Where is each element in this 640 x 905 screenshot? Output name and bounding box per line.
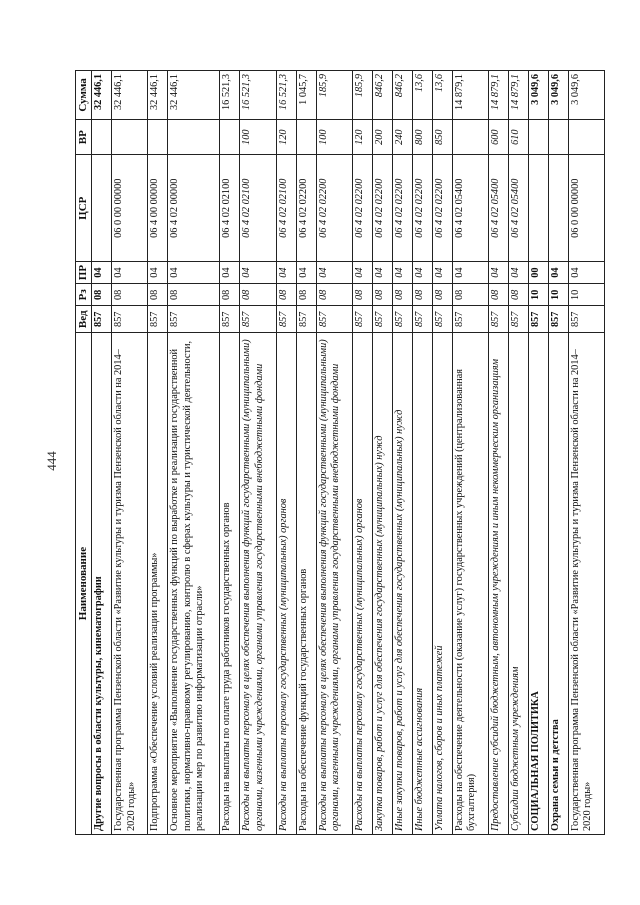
cell-ved: 857 bbox=[372, 306, 392, 333]
cell-sum: 16 521,3 bbox=[220, 71, 240, 120]
cell-ved: 857 bbox=[432, 306, 452, 333]
cell-csr: 06 4 02 00000 bbox=[168, 155, 220, 262]
cell-vr bbox=[568, 119, 604, 155]
cell-name: Подпрограмма «Обеспечение условий реализации программы» bbox=[148, 333, 168, 835]
cell-pr: 04 bbox=[568, 262, 604, 284]
cell-name: Расходы на обеспечение функций государственных органов bbox=[296, 333, 316, 835]
cell-sum: 846,2 bbox=[392, 71, 412, 120]
cell-csr: 06 4 02 02100 bbox=[220, 155, 240, 262]
cell-sum: 32 446,1 bbox=[148, 71, 168, 120]
cell-ved: 857 bbox=[412, 306, 432, 333]
table-row bbox=[168, 71, 220, 835]
table-row bbox=[352, 71, 372, 835]
cell-pr: 04 bbox=[352, 262, 372, 284]
cell-pr: 04 bbox=[412, 262, 432, 284]
cell-vr: 100 bbox=[240, 119, 276, 155]
table-row bbox=[92, 71, 112, 835]
table-row bbox=[528, 71, 548, 835]
cell-csr: 06 4 00 00000 bbox=[148, 155, 168, 262]
table-row bbox=[392, 71, 412, 835]
cell-pr: 04 bbox=[112, 262, 148, 284]
cell-csr: 06 4 02 02200 bbox=[412, 155, 432, 262]
cell-sum: 14 879,1 bbox=[452, 71, 488, 120]
cell-sum: 185,9 bbox=[352, 71, 372, 120]
cell-rz: 08 bbox=[372, 284, 392, 306]
cell-csr: 06 4 02 05400 bbox=[508, 155, 528, 262]
cell-rz: 08 bbox=[148, 284, 168, 306]
cell-rz: 08 bbox=[296, 284, 316, 306]
table-row bbox=[412, 71, 432, 835]
cell-pr: 04 bbox=[392, 262, 412, 284]
cell-vr: 600 bbox=[488, 119, 508, 155]
cell-name: Расходы на обеспечение деятельности (оказание услуг) государственных учреждений (централизованная бухгалтерия) bbox=[452, 333, 488, 835]
cell-pr: 04 bbox=[432, 262, 452, 284]
cell-rz: 08 bbox=[432, 284, 452, 306]
cell-vr: 850 bbox=[432, 119, 452, 155]
cell-sum: 32 446,1 bbox=[112, 71, 148, 120]
cell-name: Иные бюджетные ассигнования bbox=[412, 333, 432, 835]
cell-csr: 06 4 02 02200 bbox=[316, 155, 352, 262]
table-body bbox=[92, 71, 605, 835]
table-row bbox=[220, 71, 240, 835]
cell-pr: 04 bbox=[488, 262, 508, 284]
cell-csr: 06 4 02 05400 bbox=[488, 155, 508, 262]
cell-ved: 857 bbox=[148, 306, 168, 333]
table-row bbox=[276, 71, 296, 835]
cell-sum: 13,6 bbox=[432, 71, 452, 120]
cell-name: Уплата налогов, сборов и иных платежей bbox=[432, 333, 452, 835]
cell-pr: 04 bbox=[508, 262, 528, 284]
cell-sum: 1 045,7 bbox=[296, 71, 316, 120]
cell-name: Закупка товаров, работ и услуг для обеспечения государственных (муниципальных) нужд bbox=[372, 333, 392, 835]
page-number: 444 bbox=[43, 451, 59, 471]
cell-name: Основное мероприятие «Выполнение государственных функций по выработке и реализации государственной политики, нормативно-правовому регулированию, контролю в сферах культуры и туристической деятельности, реализации мер по развитию информатизации отрасли» bbox=[168, 333, 220, 835]
cell-ved: 857 bbox=[276, 306, 296, 333]
cell-vr: 100 bbox=[316, 119, 352, 155]
cell-csr: 06 4 02 02200 bbox=[296, 155, 316, 262]
table-row bbox=[296, 71, 316, 835]
cell-name: Другие вопросы в области культуры, кинематографии bbox=[92, 333, 112, 835]
cell-csr: 06 4 02 02100 bbox=[240, 155, 276, 262]
cell-vr bbox=[112, 119, 148, 155]
table-row bbox=[548, 71, 568, 835]
table-row bbox=[452, 71, 488, 835]
cell-ved: 857 bbox=[316, 306, 352, 333]
header-vr: ВР bbox=[76, 119, 92, 155]
cell-pr: 04 bbox=[316, 262, 352, 284]
cell-csr bbox=[92, 155, 112, 262]
table-row bbox=[568, 71, 604, 835]
cell-vr: 120 bbox=[276, 119, 296, 155]
cell-vr bbox=[528, 119, 548, 155]
cell-sum: 14 879,1 bbox=[488, 71, 508, 120]
cell-vr bbox=[148, 119, 168, 155]
cell-vr: 240 bbox=[392, 119, 412, 155]
header-csr: ЦСР bbox=[76, 155, 92, 262]
cell-ved: 857 bbox=[220, 306, 240, 333]
table-row bbox=[488, 71, 508, 835]
cell-sum: 3 049,6 bbox=[548, 71, 568, 120]
cell-vr: 800 bbox=[412, 119, 432, 155]
cell-ved: 857 bbox=[92, 306, 112, 333]
cell-vr: 120 bbox=[352, 119, 372, 155]
header-ved: Вед bbox=[76, 306, 92, 333]
table-row bbox=[432, 71, 452, 835]
cell-pr: 04 bbox=[548, 262, 568, 284]
cell-rz: 08 bbox=[412, 284, 432, 306]
rotated-table-container bbox=[75, 70, 605, 835]
cell-name: Расходы на выплаты по оплате труда работников государственных органов bbox=[220, 333, 240, 835]
cell-rz: 10 bbox=[568, 284, 604, 306]
cell-name: Расходы на выплаты персоналу в целях обеспечения выполнения функций государственными (муниципальными) органами, казенными учреждениями, органами управления государственными внебюджетными фондами bbox=[240, 333, 276, 835]
cell-csr: 06 4 02 02200 bbox=[352, 155, 372, 262]
cell-pr: 04 bbox=[276, 262, 296, 284]
cell-sum: 32 446,1 bbox=[92, 71, 112, 120]
cell-name: Предоставление субсидий бюджетным, автономным учреждениям и иным некоммерческим организациям bbox=[488, 333, 508, 835]
cell-rz: 08 bbox=[220, 284, 240, 306]
cell-ved: 857 bbox=[528, 306, 548, 333]
cell-csr: 06 0 00 00000 bbox=[112, 155, 148, 262]
cell-rz: 08 bbox=[352, 284, 372, 306]
cell-sum: 3 049,6 bbox=[568, 71, 604, 120]
cell-csr: 06 4 02 02100 bbox=[276, 155, 296, 262]
cell-rz: 08 bbox=[168, 284, 220, 306]
cell-sum: 13,6 bbox=[412, 71, 432, 120]
cell-ved: 857 bbox=[296, 306, 316, 333]
cell-vr: 200 bbox=[372, 119, 392, 155]
cell-vr bbox=[296, 119, 316, 155]
budget-table bbox=[75, 70, 605, 835]
cell-csr: 06 4 02 02200 bbox=[392, 155, 412, 262]
cell-csr: 06 0 00 00000 bbox=[568, 155, 604, 262]
cell-vr bbox=[452, 119, 488, 155]
cell-vr: 610 bbox=[508, 119, 528, 155]
cell-name: Расходы на выплаты персоналу государственных (муниципальных) органов bbox=[352, 333, 372, 835]
cell-vr bbox=[92, 119, 112, 155]
cell-rz: 08 bbox=[316, 284, 352, 306]
cell-name: Расходы на выплаты персоналу государственных (муниципальных) органов bbox=[276, 333, 296, 835]
cell-pr: 04 bbox=[220, 262, 240, 284]
header-name: Наименование bbox=[76, 333, 92, 835]
cell-name: Охрана семьи и детства bbox=[548, 333, 568, 835]
cell-rz: 08 bbox=[276, 284, 296, 306]
cell-rz: 10 bbox=[548, 284, 568, 306]
header-sum: Сумма bbox=[76, 71, 92, 120]
cell-pr: 00 bbox=[528, 262, 548, 284]
cell-pr: 04 bbox=[148, 262, 168, 284]
cell-csr bbox=[548, 155, 568, 262]
cell-pr: 04 bbox=[372, 262, 392, 284]
cell-ved: 857 bbox=[452, 306, 488, 333]
cell-name: Государственная программа Пензенской области «Развитие культуры и туризма Пензенской области на 2014–2020 годы» bbox=[568, 333, 604, 835]
cell-sum: 3 049,6 bbox=[528, 71, 548, 120]
cell-pr: 04 bbox=[296, 262, 316, 284]
cell-vr bbox=[548, 119, 568, 155]
table-row bbox=[148, 71, 168, 835]
cell-rz: 08 bbox=[240, 284, 276, 306]
cell-rz: 08 bbox=[112, 284, 148, 306]
cell-ved: 857 bbox=[168, 306, 220, 333]
header-pr: ПР bbox=[76, 262, 92, 284]
cell-rz: 10 bbox=[528, 284, 548, 306]
cell-pr: 04 bbox=[92, 262, 112, 284]
cell-csr: 06 4 02 02200 bbox=[432, 155, 452, 262]
cell-ved: 857 bbox=[112, 306, 148, 333]
cell-sum: 14 879,1 bbox=[508, 71, 528, 120]
cell-rz: 08 bbox=[508, 284, 528, 306]
table-row bbox=[240, 71, 276, 835]
cell-pr: 04 bbox=[452, 262, 488, 284]
cell-ved: 857 bbox=[508, 306, 528, 333]
cell-rz: 08 bbox=[392, 284, 412, 306]
cell-sum: 185,9 bbox=[316, 71, 352, 120]
cell-vr bbox=[168, 119, 220, 155]
table-row bbox=[316, 71, 352, 835]
cell-vr bbox=[220, 119, 240, 155]
cell-ved: 857 bbox=[548, 306, 568, 333]
cell-csr bbox=[528, 155, 548, 262]
table-row bbox=[508, 71, 528, 835]
cell-name: Иные закупки товаров, работ и услуг для обеспечения государственных (муниципальных) нужд bbox=[392, 333, 412, 835]
cell-csr: 06 4 02 05400 bbox=[452, 155, 488, 262]
cell-ved: 857 bbox=[488, 306, 508, 333]
header-rz: Рз bbox=[76, 284, 92, 306]
cell-sum: 32 446,1 bbox=[168, 71, 220, 120]
cell-pr: 04 bbox=[168, 262, 220, 284]
table-row bbox=[112, 71, 148, 835]
table-header-row bbox=[76, 71, 92, 835]
cell-name: СОЦИАЛЬНАЯ ПОЛИТИКА bbox=[528, 333, 548, 835]
cell-name: Субсидии бюджетным учреждениям bbox=[508, 333, 528, 835]
cell-rz: 08 bbox=[92, 284, 112, 306]
cell-rz: 08 bbox=[488, 284, 508, 306]
cell-sum: 16 521,3 bbox=[276, 71, 296, 120]
cell-name: Государственная программа Пензенской области «Развитие культуры и туризма Пензенской области на 2014–2020 годы» bbox=[112, 333, 148, 835]
cell-sum: 16 521,3 bbox=[240, 71, 276, 120]
cell-name: Расходы на выплаты персоналу в целях обеспечения выполнения функций государственными (муниципальными) органами, казенными учреждениями, органами управления государственными внебюджетными фондами bbox=[316, 333, 352, 835]
cell-csr: 06 4 02 02200 bbox=[372, 155, 392, 262]
cell-ved: 857 bbox=[352, 306, 372, 333]
cell-pr: 04 bbox=[240, 262, 276, 284]
cell-sum: 846,2 bbox=[372, 71, 392, 120]
cell-ved: 857 bbox=[568, 306, 604, 333]
cell-rz: 08 bbox=[452, 284, 488, 306]
cell-ved: 857 bbox=[392, 306, 412, 333]
cell-ved: 857 bbox=[240, 306, 276, 333]
table-row bbox=[372, 71, 392, 835]
